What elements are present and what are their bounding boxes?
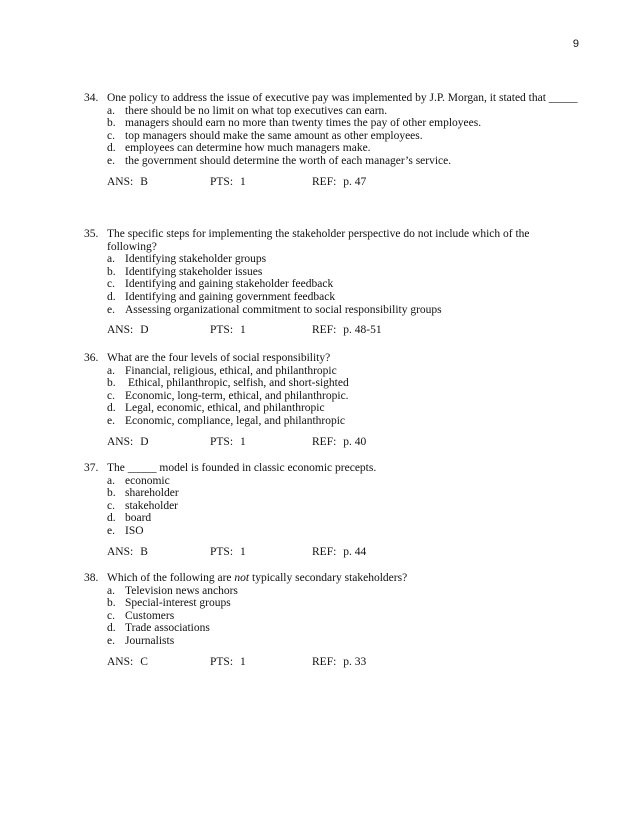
- option-text: Journalists: [125, 634, 175, 647]
- ans-label: ANS:: [107, 435, 134, 448]
- answer-cell: [107, 656, 210, 669]
- ref-value: p. 47: [343, 175, 367, 188]
- option-text: stakeholder: [125, 499, 179, 512]
- pts-label: PTS:: [210, 324, 234, 337]
- option-a: [107, 253, 584, 266]
- ref-value: p. 40: [343, 435, 367, 448]
- pts-value: 1: [240, 545, 246, 558]
- reference-cell: [312, 546, 432, 559]
- option-c: [107, 130, 584, 143]
- option-d: [107, 142, 584, 155]
- pts-label: PTS:: [210, 175, 234, 188]
- question-stem: [84, 572, 584, 585]
- answer-cell: [107, 324, 210, 337]
- option-text: Identifying and gaining government feedback: [125, 290, 336, 303]
- question-number: 37.: [84, 462, 99, 474]
- answer-options: [107, 365, 584, 428]
- option-text: Special-interest groups: [125, 597, 231, 610]
- question-text: The _____ model is founded in classic economic precepts.: [107, 462, 377, 474]
- answer-key-row: [107, 324, 584, 337]
- option-b: [107, 597, 584, 610]
- option-d: [107, 291, 584, 304]
- answer-options: [107, 475, 584, 538]
- question-text: [107, 572, 584, 585]
- option-letter: d.: [107, 622, 116, 635]
- option-letter: c.: [107, 278, 115, 291]
- option-text: top managers should make the same amount as other employees.: [125, 129, 423, 142]
- points-cell: [210, 546, 312, 559]
- ans-label: ANS:: [107, 655, 134, 668]
- answer-options: [107, 105, 584, 168]
- option-letter: b.: [107, 117, 116, 130]
- option-text: Customers: [125, 609, 175, 622]
- option-text: Identifying stakeholder groups: [125, 253, 267, 266]
- ref-value: p. 48-51: [343, 324, 382, 337]
- pts-label: PTS:: [210, 545, 234, 558]
- ans-value: B: [140, 175, 148, 188]
- question-text-emphasis: not: [234, 572, 250, 584]
- option-letter: d.: [107, 290, 116, 303]
- option-text: employees can determine how much managers make.: [125, 142, 371, 155]
- ref-label: REF:: [312, 324, 337, 337]
- ans-label: ANS:: [107, 324, 134, 337]
- option-text: ISO: [125, 524, 144, 537]
- ans-value: B: [140, 545, 148, 558]
- question-37: [84, 462, 584, 558]
- option-c: [107, 390, 584, 403]
- option-letter: e.: [107, 154, 115, 167]
- ans-value: C: [140, 655, 148, 668]
- option-a: [107, 585, 584, 598]
- question-text: The specific steps for implementing the stakeholder perspective do not include which of the following?: [107, 228, 530, 253]
- pts-value: 1: [240, 655, 246, 668]
- option-letter: a.: [107, 364, 115, 377]
- option-letter: c.: [107, 129, 115, 142]
- question-text: What are the four levels of social responsibility?: [107, 352, 331, 364]
- question-stem: [84, 92, 584, 105]
- pts-value: 1: [240, 324, 246, 337]
- ref-label: REF:: [312, 435, 337, 448]
- question-stem: [84, 352, 584, 365]
- points-cell: [210, 324, 312, 337]
- option-text: shareholder: [125, 487, 179, 500]
- option-letter: d.: [107, 512, 116, 525]
- question-text-before: Which of the following are: [107, 572, 235, 584]
- option-e: [107, 635, 584, 648]
- question-text-after: typically secondary stakeholders?: [249, 572, 408, 584]
- pts-label: PTS:: [210, 655, 234, 668]
- ans-value: D: [140, 324, 149, 337]
- option-d: [107, 402, 584, 415]
- question-number: 35.: [84, 228, 99, 240]
- question-number: 38.: [84, 572, 99, 584]
- option-text: the government should determine the worth of each manager’s service.: [125, 154, 452, 167]
- answer-cell: [107, 546, 210, 559]
- ref-value: p. 33: [343, 655, 367, 668]
- option-b: [107, 377, 584, 390]
- ref-label: REF:: [312, 655, 337, 668]
- question-36: [84, 352, 584, 448]
- option-text: economic: [125, 474, 170, 487]
- points-cell: [210, 656, 312, 669]
- option-letter: d.: [107, 402, 116, 415]
- option-letter: c.: [107, 389, 115, 402]
- reference-cell: [312, 656, 432, 669]
- answer-options: [107, 253, 584, 316]
- option-c: [107, 500, 584, 513]
- question-38: [84, 572, 584, 668]
- option-e: [107, 304, 584, 317]
- question-number: 36.: [84, 352, 99, 364]
- option-text: Ethical, philanthropic, selfish, and short-sighted: [128, 377, 349, 390]
- option-text: Television news anchors: [125, 584, 238, 597]
- option-text: Identifying and gaining stakeholder feedback: [125, 278, 334, 291]
- question-stem: [84, 462, 584, 475]
- option-letter: b.: [107, 487, 116, 500]
- answer-key-row: [107, 656, 584, 669]
- option-letter: c.: [107, 499, 115, 512]
- option-letter: c.: [107, 609, 115, 622]
- answer-cell: [107, 436, 210, 449]
- reference-cell: [312, 324, 432, 337]
- option-text: board: [125, 512, 152, 525]
- option-letter: e.: [107, 303, 115, 316]
- ref-label: REF:: [312, 175, 337, 188]
- option-letter: a.: [107, 474, 115, 487]
- option-letter: e.: [107, 524, 115, 537]
- question-text: One policy to address the issue of executive pay was implemented by J.P. Morgan, it stated that _____: [107, 92, 578, 104]
- option-a: [107, 475, 584, 488]
- option-letter: e.: [107, 634, 115, 647]
- ref-value: p. 44: [343, 545, 367, 558]
- option-text: Legal, economic, ethical, and philanthropic: [125, 402, 325, 415]
- option-d: [107, 512, 584, 525]
- points-cell: [210, 436, 312, 449]
- reference-cell: [312, 436, 432, 449]
- option-text: there should be no limit on what top executives can earn.: [125, 104, 388, 117]
- option-b: [107, 487, 584, 500]
- question-35: [84, 228, 584, 337]
- answer-key-row: [107, 176, 584, 189]
- option-a: [107, 105, 584, 118]
- option-letter: b.: [107, 597, 116, 610]
- option-text: Economic, long-term, ethical, and philanthropic.: [125, 389, 349, 402]
- question-34: [84, 92, 584, 188]
- option-text: managers should earn no more than twenty times the pay of other employees.: [125, 117, 482, 130]
- option-text: Identifying stakeholder issues: [125, 265, 263, 278]
- option-c: [107, 278, 584, 291]
- option-letter: e.: [107, 414, 115, 427]
- ans-label: ANS:: [107, 545, 134, 558]
- option-e: [107, 415, 584, 428]
- option-text: Financial, religious, ethical, and philanthropic: [125, 364, 337, 377]
- option-text: Assessing organizational commitment to social responsibility groups: [125, 303, 442, 316]
- points-cell: [210, 176, 312, 189]
- ans-label: ANS:: [107, 175, 134, 188]
- question-number: 34.: [84, 92, 99, 104]
- answer-options: [107, 585, 584, 648]
- option-text: Economic, compliance, legal, and philanthropic: [125, 414, 346, 427]
- option-e: [107, 155, 584, 168]
- question-stem: [84, 228, 584, 253]
- answer-cell: [107, 176, 210, 189]
- ref-label: REF:: [312, 545, 337, 558]
- option-a: [107, 365, 584, 378]
- option-letter: a.: [107, 253, 115, 266]
- pts-label: PTS:: [210, 435, 234, 448]
- answer-key-row: [107, 436, 584, 449]
- option-text: Trade associations: [125, 622, 210, 635]
- answer-key-row: [107, 546, 584, 559]
- option-letter: a.: [107, 584, 115, 597]
- pts-value: 1: [240, 435, 246, 448]
- option-letter: b.: [107, 265, 116, 278]
- reference-cell: [312, 176, 432, 189]
- option-b: [107, 117, 584, 130]
- option-letter: d.: [107, 142, 116, 155]
- option-letter: b.: [107, 377, 116, 390]
- option-e: [107, 525, 584, 538]
- option-letter: a.: [107, 104, 115, 117]
- page-number: 9: [572, 38, 579, 50]
- option-b: [107, 266, 584, 279]
- option-c: [107, 610, 584, 623]
- pts-value: 1: [240, 175, 246, 188]
- ans-value: D: [140, 435, 149, 448]
- option-d: [107, 622, 584, 635]
